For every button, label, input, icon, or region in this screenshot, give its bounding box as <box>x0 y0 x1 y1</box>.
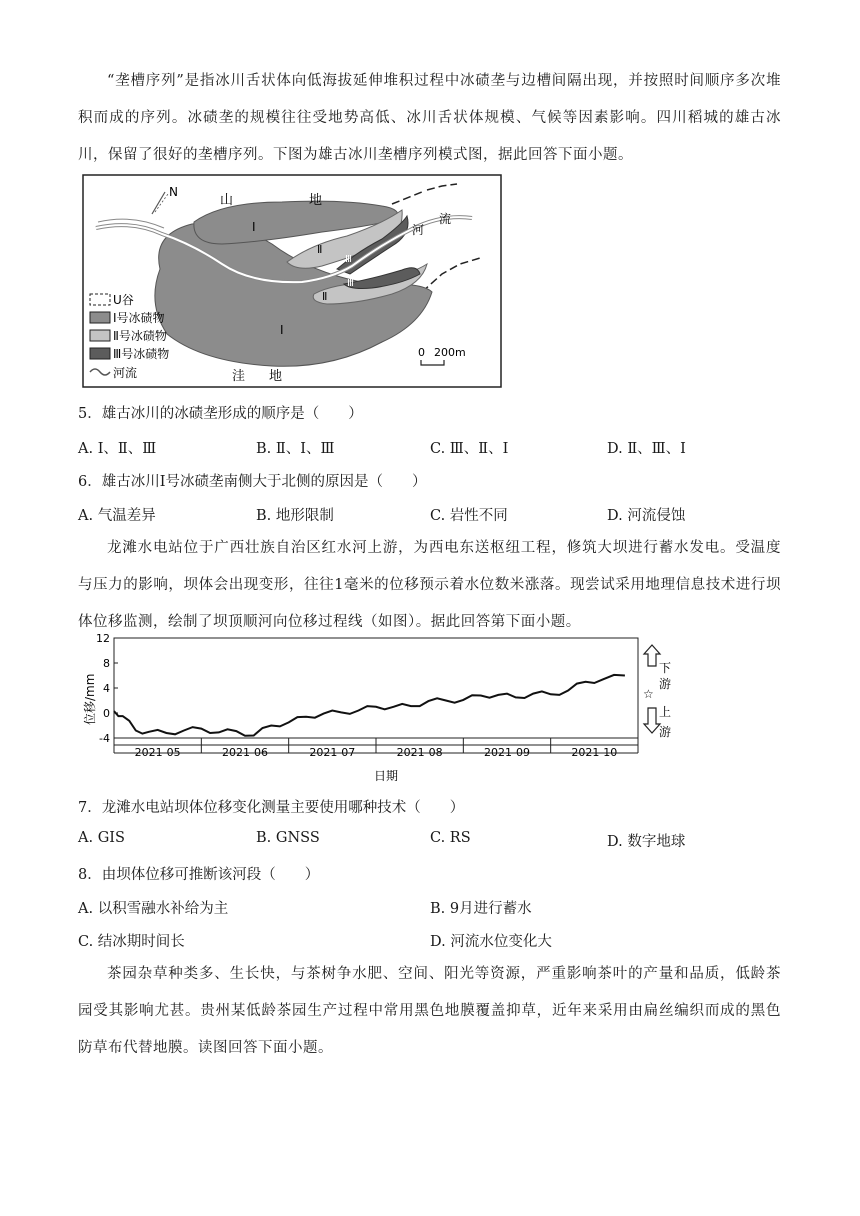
lowland-label-1: 洼 <box>232 369 246 384</box>
q5-option-c[interactable]: C. Ⅲ、Ⅱ、Ⅰ <box>430 441 509 457</box>
x-axis-label: 日期 <box>374 769 399 783</box>
q5-option-b[interactable]: B. Ⅱ、Ⅰ、Ⅲ <box>256 441 335 457</box>
legend-key-moraine-I <box>90 312 110 323</box>
dam-displacement-chart <box>74 630 684 792</box>
passage-tea-garden: 茶园杂草种类多、生长快，与茶树争水肥、空间、阳光等资源，严重影响茶叶的产量和品质，低龄茶园受其影响尤甚。贵州某低龄茶园生产过程中常用黑色地膜覆盖抑草，近年来采用由扁丝编织而成的黑色防草布代替地膜。读图回答下面小题。 <box>78 966 781 1056</box>
legend-upstream-char-1: 上 <box>659 705 672 719</box>
y-axis <box>96 632 118 745</box>
north-label: N <box>169 185 178 199</box>
question-6-stem: 6．雄古冰川Ⅰ号冰碛垄南侧大于北侧的原因是（ ） <box>78 474 427 490</box>
x-axis <box>114 738 638 759</box>
q6-option-c[interactable]: C. 岩性不同 <box>430 508 508 524</box>
q8-option-c[interactable]: C. 结冰期时间长 <box>78 934 185 950</box>
q8-option-d[interactable]: D. 河流水位变化大 <box>430 934 552 950</box>
passage-glacier: “垄槽序列”是指冰川舌状体向低海拔延伸堆积过程中冰碛垄与边槽间隔出现，并按照时间顺序多次堆积而成的序列。冰碛垄的规模往往受地势高低、冰川舌状体规模、气候等因素影响。四川稻城的雄古冰川，保留了很好的垄槽序列。下图为雄古冰川垄槽序列模式图，据此回答下面小题。 <box>78 73 781 163</box>
legend-key-moraine-II <box>90 330 110 341</box>
legend-label-moraine-III: Ⅲ号冰碛物 <box>113 347 170 361</box>
q5-option-a[interactable]: A. Ⅰ、Ⅱ、Ⅲ <box>78 441 157 457</box>
x-tick-label: 2021-10 <box>571 746 618 759</box>
question-5-stem: 5．雄古冰川的冰碛垄形成的顺序是（ ） <box>78 406 363 422</box>
q7-option-a[interactable]: A. GIS <box>78 830 125 846</box>
legend-key-moraine-III <box>90 348 110 359</box>
q6-option-d[interactable]: D. 河流侵蚀 <box>607 508 686 524</box>
question-7-stem: 7．龙滩水电站坝体位移变化测量主要使用哪种技术（ ） <box>78 800 465 816</box>
q6-option-b[interactable]: B. 地形限制 <box>256 508 334 524</box>
y-tick-label: -4 <box>99 732 110 745</box>
moraine-label-III-south: Ⅲ <box>347 278 354 289</box>
river-label-2: 流 <box>439 212 452 226</box>
legend-label-river: 河流 <box>113 366 138 380</box>
x-tick-label: 2021-07 <box>309 746 356 759</box>
y-tick-label: 4 <box>103 682 110 695</box>
y-tick-label: 12 <box>96 632 110 645</box>
x-tick-label: 2021-06 <box>222 746 268 759</box>
q6-option-a[interactable]: A. 气温差异 <box>78 508 156 524</box>
q7-option-b[interactable]: B. GNSS <box>256 830 320 846</box>
scale-value: 200m <box>434 346 466 359</box>
legend-downstream-char-1: 下 <box>659 661 672 675</box>
legend-label-u-valley: U谷 <box>113 293 134 307</box>
legend-downstream-char-2: 游 <box>659 677 672 691</box>
x-tick-label: 2021-09 <box>484 746 530 759</box>
moraine-label-II-north: Ⅱ <box>317 243 323 256</box>
river-label-1: 河 <box>412 223 425 237</box>
x-tick-label: 2021-05 <box>134 746 181 759</box>
arrow-up-icon <box>644 645 660 666</box>
moraine-label-III-north: Ⅲ <box>345 254 352 265</box>
mountain-label-1: 山 <box>220 193 234 208</box>
q7-option-c[interactable]: C. RS <box>430 830 471 846</box>
q8-option-a[interactable]: A. 以积雪融水补给为主 <box>78 901 229 917</box>
legend-label-moraine-I: Ⅰ号冰碛物 <box>113 311 165 325</box>
y-axis-label: 位移/mm <box>83 673 97 725</box>
plot-frame <box>114 638 638 745</box>
q7-option-d[interactable]: D. 数字地球 <box>607 834 686 850</box>
x-tick-label: 2021-08 <box>396 746 443 759</box>
q8-option-b[interactable]: B. 9月进行蓄水 <box>430 901 532 917</box>
question-8-stem: 8．由坝体位移可推断该河段（ ） <box>78 867 320 883</box>
series-displacement-line <box>114 675 625 736</box>
arrow-down-icon <box>644 708 660 733</box>
moraine-label-I-north: Ⅰ <box>252 220 256 234</box>
legend-upstream-char-2: 游 <box>659 725 672 739</box>
moraine-label-II-south: Ⅱ <box>322 290 328 303</box>
legend-label-moraine-II: Ⅱ号冰碛物 <box>113 329 167 343</box>
moraine-label-I-south: Ⅰ <box>280 323 284 337</box>
glacier-moraine-map <box>82 174 502 392</box>
star-icon: ☆ <box>643 687 654 701</box>
scale-zero: 0 <box>418 346 425 359</box>
y-tick-label: 0 <box>103 707 110 720</box>
y-tick-label: 8 <box>103 657 110 670</box>
passage-longtan: 龙滩水电站位于广西壮族自治区红水河上游，为西电东送枢纽工程，修筑大坝进行蓄水发电。受温度与压力的影响，坝体会出现变形，往往1毫米的位移预示着水位数米涨落。现尝试采用地理信息技术进行坝体位移监测，绘制了坝顶顺河向位移过程线（如图）。据此回答第下面小题。 <box>78 540 781 630</box>
mountain-label-2: 地 <box>309 193 323 208</box>
q5-option-d[interactable]: D. Ⅱ、Ⅲ、Ⅰ <box>607 441 686 457</box>
lowland-label-2: 地 <box>269 369 283 384</box>
legend-key-u-valley <box>90 294 110 305</box>
